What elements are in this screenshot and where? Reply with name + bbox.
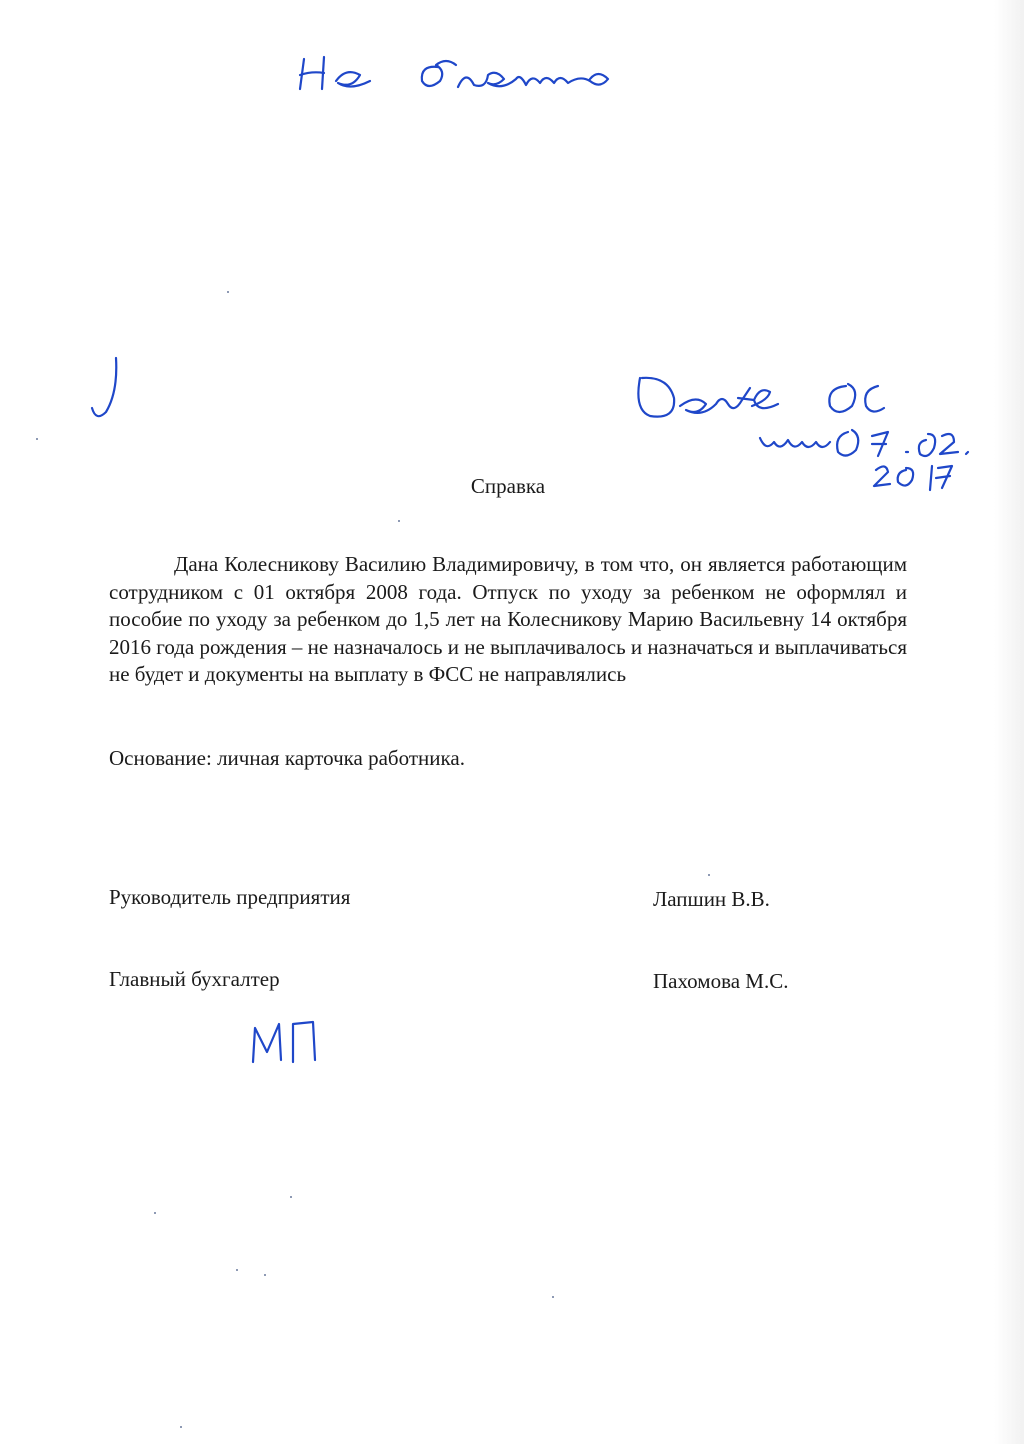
document-body: Дана Колесникову Василию Владимировичу, в том что, он является работающим сотрудником с 01 октября 2008 года. Отпуск по уходу за ребенком не оформлял и пособие по уходу за ребенком до 1,5 лет на Колесникову Марию Васильевну 14 октября 2016 года рождения – не назначалось и не выплачивалось и назначаться и выплачиваться не будет и документы на выплату в ФСС не направлялись xyxy=(109,552,907,686)
handwritten-check-mark xyxy=(82,352,127,427)
scan-speck xyxy=(290,1196,292,1198)
scan-edge-shadow xyxy=(994,0,1024,1444)
scan-speck xyxy=(36,438,38,440)
scan-speck xyxy=(398,520,400,522)
signature-role-director: Руководитель предприятия xyxy=(109,885,351,909)
scan-speck xyxy=(236,1269,238,1271)
signature-name-accountant: Пахомова М.С. xyxy=(653,969,789,993)
document-title: Справка xyxy=(470,474,546,498)
document-basis: Основание: личная карточка работника. xyxy=(109,746,465,770)
signature-name-director: Лапшин В.В. xyxy=(653,887,770,911)
scan-speck xyxy=(552,1296,554,1298)
signature-role-accountant: Главный бухгалтер xyxy=(109,967,280,991)
scan-speck xyxy=(708,874,710,876)
scan-speck xyxy=(154,1212,156,1214)
handwritten-top-note xyxy=(290,45,620,105)
scan-speck xyxy=(264,1274,266,1276)
handwritten-stamp-place xyxy=(245,1012,325,1072)
scan-speck xyxy=(180,1426,182,1428)
scan-speck xyxy=(227,291,229,293)
